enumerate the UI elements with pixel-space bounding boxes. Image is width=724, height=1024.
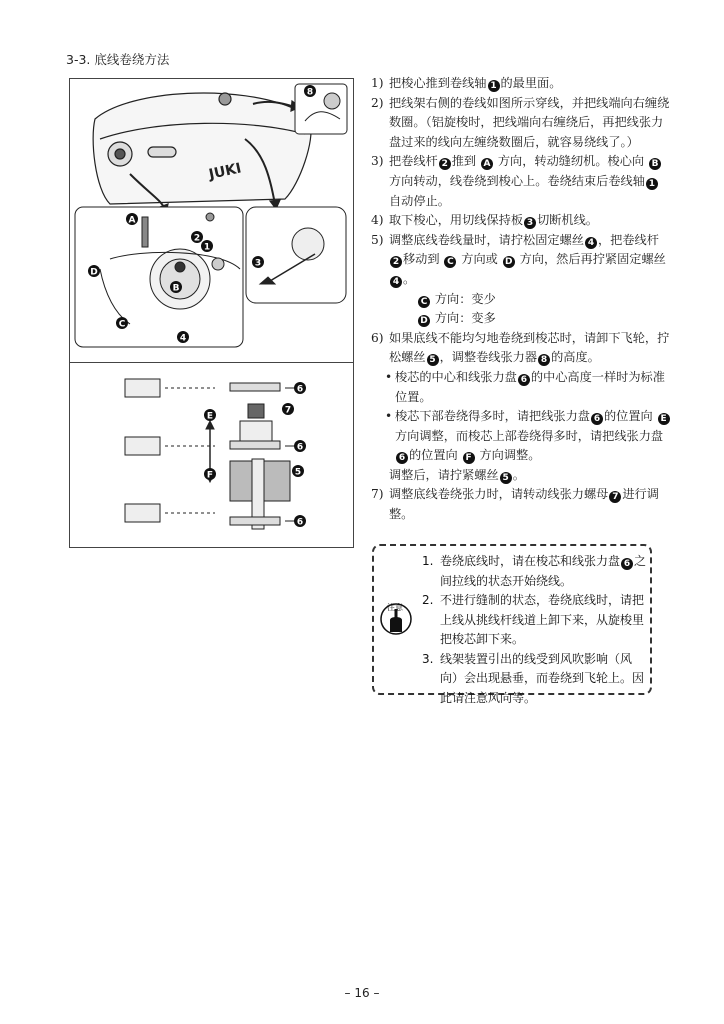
step-text: 取下梭心，用切线保持板 3 切断机线。 [389,213,598,229]
step-6-after: 调整后，请拧紧螺丝 5 。 [389,467,525,483]
callout-4: 4 [390,276,402,288]
figure-divider [70,362,353,363]
label-F: F [206,470,214,481]
label-n8: 8 [306,87,314,98]
callout-E: E [658,413,670,425]
step-number: 6) [371,330,384,345]
callout-F: F [463,452,475,464]
callout-7: 7 [609,491,621,503]
callout-2: 2 [390,256,402,268]
caution-icon-text: 注意 [387,603,403,612]
callout-D: D [418,315,430,327]
step-number: 4) [371,213,384,228]
label-n5: 5 [294,467,302,478]
step-7 [371,485,671,524]
step-5-sub-c: C 方向：变少 [371,290,671,310]
step-6-bullet-2: • 梭芯下部卷绕得多时，请把线张力盘 6 的位置向 E 方向调整，而梭芯上部卷绕得多时，请把线张力盘6 的位置向 F 方向调整。 [371,407,671,466]
caution-item-2: 2. 不进行缝制的状态，卷绕底线时，请把上线从挑线杆线道上卸下来，从旋梭里把梭芯卸下来。 [422,593,645,646]
callout-D: D [503,256,515,268]
label-n4: 4 [179,333,187,344]
callout-B: B [649,158,661,170]
callout-4: 4 [585,237,597,249]
inset-thread-guide [295,84,347,134]
label-n6-bottom: 6 [296,517,304,528]
caution-hand-icon [379,598,413,640]
label-C: C [118,319,126,330]
callout-1: 1 [488,80,500,92]
label-A: A [128,215,136,226]
inset-bobbin-closeup [75,207,243,347]
step-number: 2) [371,95,384,110]
caution-item-3: 3. 线架装置引出的线受到风吹影响（风向）会出现悬垂，而卷绕到飞轮上。因此请注意风向等。 [422,651,645,705]
label-B: B [172,283,180,294]
step-5 [371,231,671,290]
step-number: 7) [371,487,384,502]
callout-A: A [481,158,493,170]
figure-panel [69,78,354,548]
caution-box [372,544,652,705]
step-text: 调整底线卷线量时，请拧松固定螺丝 4 ，把卷线杆2 移动到 C 方向或 D 方向，然后再拧紧固定螺丝4 。 [389,232,666,287]
callout-6: 6 [591,413,603,425]
step-6-bullet-1: • 梭芯的中心和线张力盘 6 的中心高度一样时为标准位置。 [385,369,665,404]
label-E: E [206,411,214,422]
label-n7: 7 [284,405,292,416]
section-title: 3-3. 底线卷绕方法 [66,52,170,67]
callout-8: 8 [538,354,550,366]
callout-5: 5 [427,354,439,366]
step-number: 3) [371,154,384,169]
brand-logo: JUKI [207,160,243,183]
callout-1: 1 [646,178,658,190]
step-text: 把梭心推到卷线轴 1 的最里面。 [389,76,562,91]
label-n1: 1 [203,242,211,253]
callout-2: 2 [439,158,451,170]
step-text: 调整底线卷绕张力时，请转动线张力螺母 7 进行调整。 [389,487,659,522]
step-number: 5) [371,232,384,247]
label-n2: 2 [193,233,201,244]
callout-C: C [418,296,430,308]
callout-6: 6 [396,452,408,464]
step-5-sub-d: D 方向：变多 [371,309,671,329]
label-n3: 3 [254,258,262,269]
step-4 [371,211,671,231]
machine-top-view [93,93,311,213]
step-text: 把卷线杆 2 推到 A 方向，转动缝纫机。梭心向 B 方向转动，线卷绕到梭心上。卷绕结束后卷线轴 1自动停止。 [389,152,671,211]
label-D: D [90,267,98,278]
label-n6-top: 6 [296,384,304,395]
callout-6: 6 [621,558,633,570]
callout-5: 5 [500,472,512,484]
callout-C: C [444,256,456,268]
bobbin-winder-illustration [70,79,353,547]
callout-6: 6 [518,374,530,386]
step-number: 1) [371,76,384,90]
step-1 [371,74,671,94]
inset-thread-cutter [246,207,346,303]
instructions [371,74,671,525]
step-6 [371,329,671,368]
step-text: 把线架右侧的卷线如图所示穿线，并把线端向右缠绕数圈。（铝旋梭时，把线端向右缠绕后，再把线张力盘过来的线向左缠绕数圈后，就容易绕线了。） [389,95,670,149]
page-number: – 16 – [344,986,380,1000]
step-text: 如果底线不能均匀地卷绕到梭芯时，请卸下飞轮，拧松螺丝 5 ，调整卷线张力器 8 的高度。 [389,330,670,366]
tension-diagram [125,379,294,529]
step-2 [371,94,671,153]
callout-3: 3 [524,217,536,229]
step-3 [371,152,671,211]
caution-item-1: 1. 卷绕底线时，请在梭芯和线张力盘 6 之间拉线的状态开始绕线。 [422,554,647,588]
caution-list [422,552,648,708]
label-n6-mid: 6 [296,442,304,453]
